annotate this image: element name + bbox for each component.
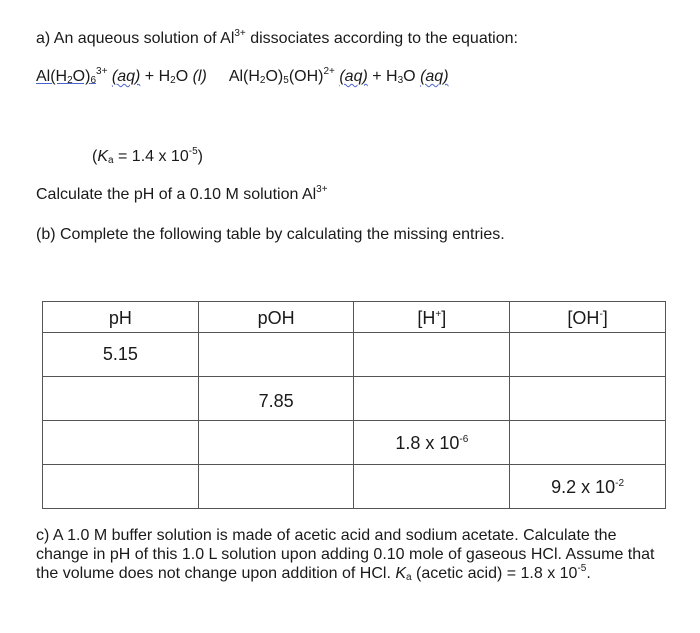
cell-empty xyxy=(510,377,666,421)
table-header-row xyxy=(43,302,666,333)
table-row xyxy=(43,377,666,421)
part-a-intro xyxy=(36,30,518,48)
cell-poh: 7.85 xyxy=(198,377,354,421)
cell-empty xyxy=(198,421,354,465)
ph-table xyxy=(42,301,666,509)
cell-empty xyxy=(198,333,354,377)
reactant-aluminum-complex: $Al(H_2O)_6$ xyxy=(36,68,97,86)
cell-empty xyxy=(43,421,199,465)
cell-h-conc: 1.8 x $10^{-6}$ xyxy=(354,421,510,465)
intro-text-end: dissociates according to the equation: xyxy=(245,30,518,47)
cell-empty xyxy=(354,465,510,509)
hydronium: $H_3O$ xyxy=(386,68,416,86)
header-ph: pH xyxy=(43,302,199,333)
ka-value: ($K_a = 1.4$ x $10^{-5}$) xyxy=(92,146,203,166)
part-c-question: c) A 1.0 M buffer solution is made of acetic acid and sodium acetate. Calculate the change in pH of this 1.0 L solution upon adding 0.10 mole of gaseous HCl. Assume that the volume does not change upon addition of HCl. $K_a$ (acetic acid) = 1.8 x $10^{-5}$. xyxy=(36,527,655,583)
cell-empty xyxy=(354,333,510,377)
product-charge: 2+ xyxy=(323,66,335,77)
cell-ph: 5.15 xyxy=(43,333,199,377)
table-row xyxy=(43,465,666,509)
cell-oh-conc: 9.2 x $10^{-2}$ xyxy=(510,465,666,509)
cell-empty xyxy=(43,465,199,509)
part-b-instruction: (b) Complete the following table by calculating the missing entries. xyxy=(36,226,505,243)
reactant-charge: 3+ xyxy=(96,66,108,77)
intro-text: a) An aqueous solution of Al xyxy=(36,30,235,47)
cell-empty xyxy=(43,377,199,421)
header-poh: pOH xyxy=(198,302,354,333)
cell-empty xyxy=(510,421,666,465)
table-row xyxy=(43,333,666,377)
header-h-conc: [H+] xyxy=(354,302,510,333)
water: $H_2O$ xyxy=(158,68,189,86)
calc-question: Calculate the pH of a 0.10 M solution $Al^{3+}$ xyxy=(36,184,328,203)
cell-empty xyxy=(198,465,354,509)
state-aq-3: (aq) xyxy=(420,68,449,85)
plus-sign: + xyxy=(140,68,159,85)
intro-charge: 3+ xyxy=(234,28,246,39)
state-aq: (aq) xyxy=(111,68,141,85)
plus-sign-2: + xyxy=(367,68,387,85)
cell-empty xyxy=(510,333,666,377)
cell-empty xyxy=(354,377,510,421)
header-oh-conc: [OH-] xyxy=(510,302,666,333)
product-aluminum-complex: $Al(H_2O)_5(OH)$ xyxy=(228,68,324,86)
equilibrium-equation xyxy=(36,68,449,86)
state-liquid: (l) xyxy=(192,68,207,85)
table-row xyxy=(43,421,666,465)
state-aq-2: (aq) xyxy=(339,68,368,85)
